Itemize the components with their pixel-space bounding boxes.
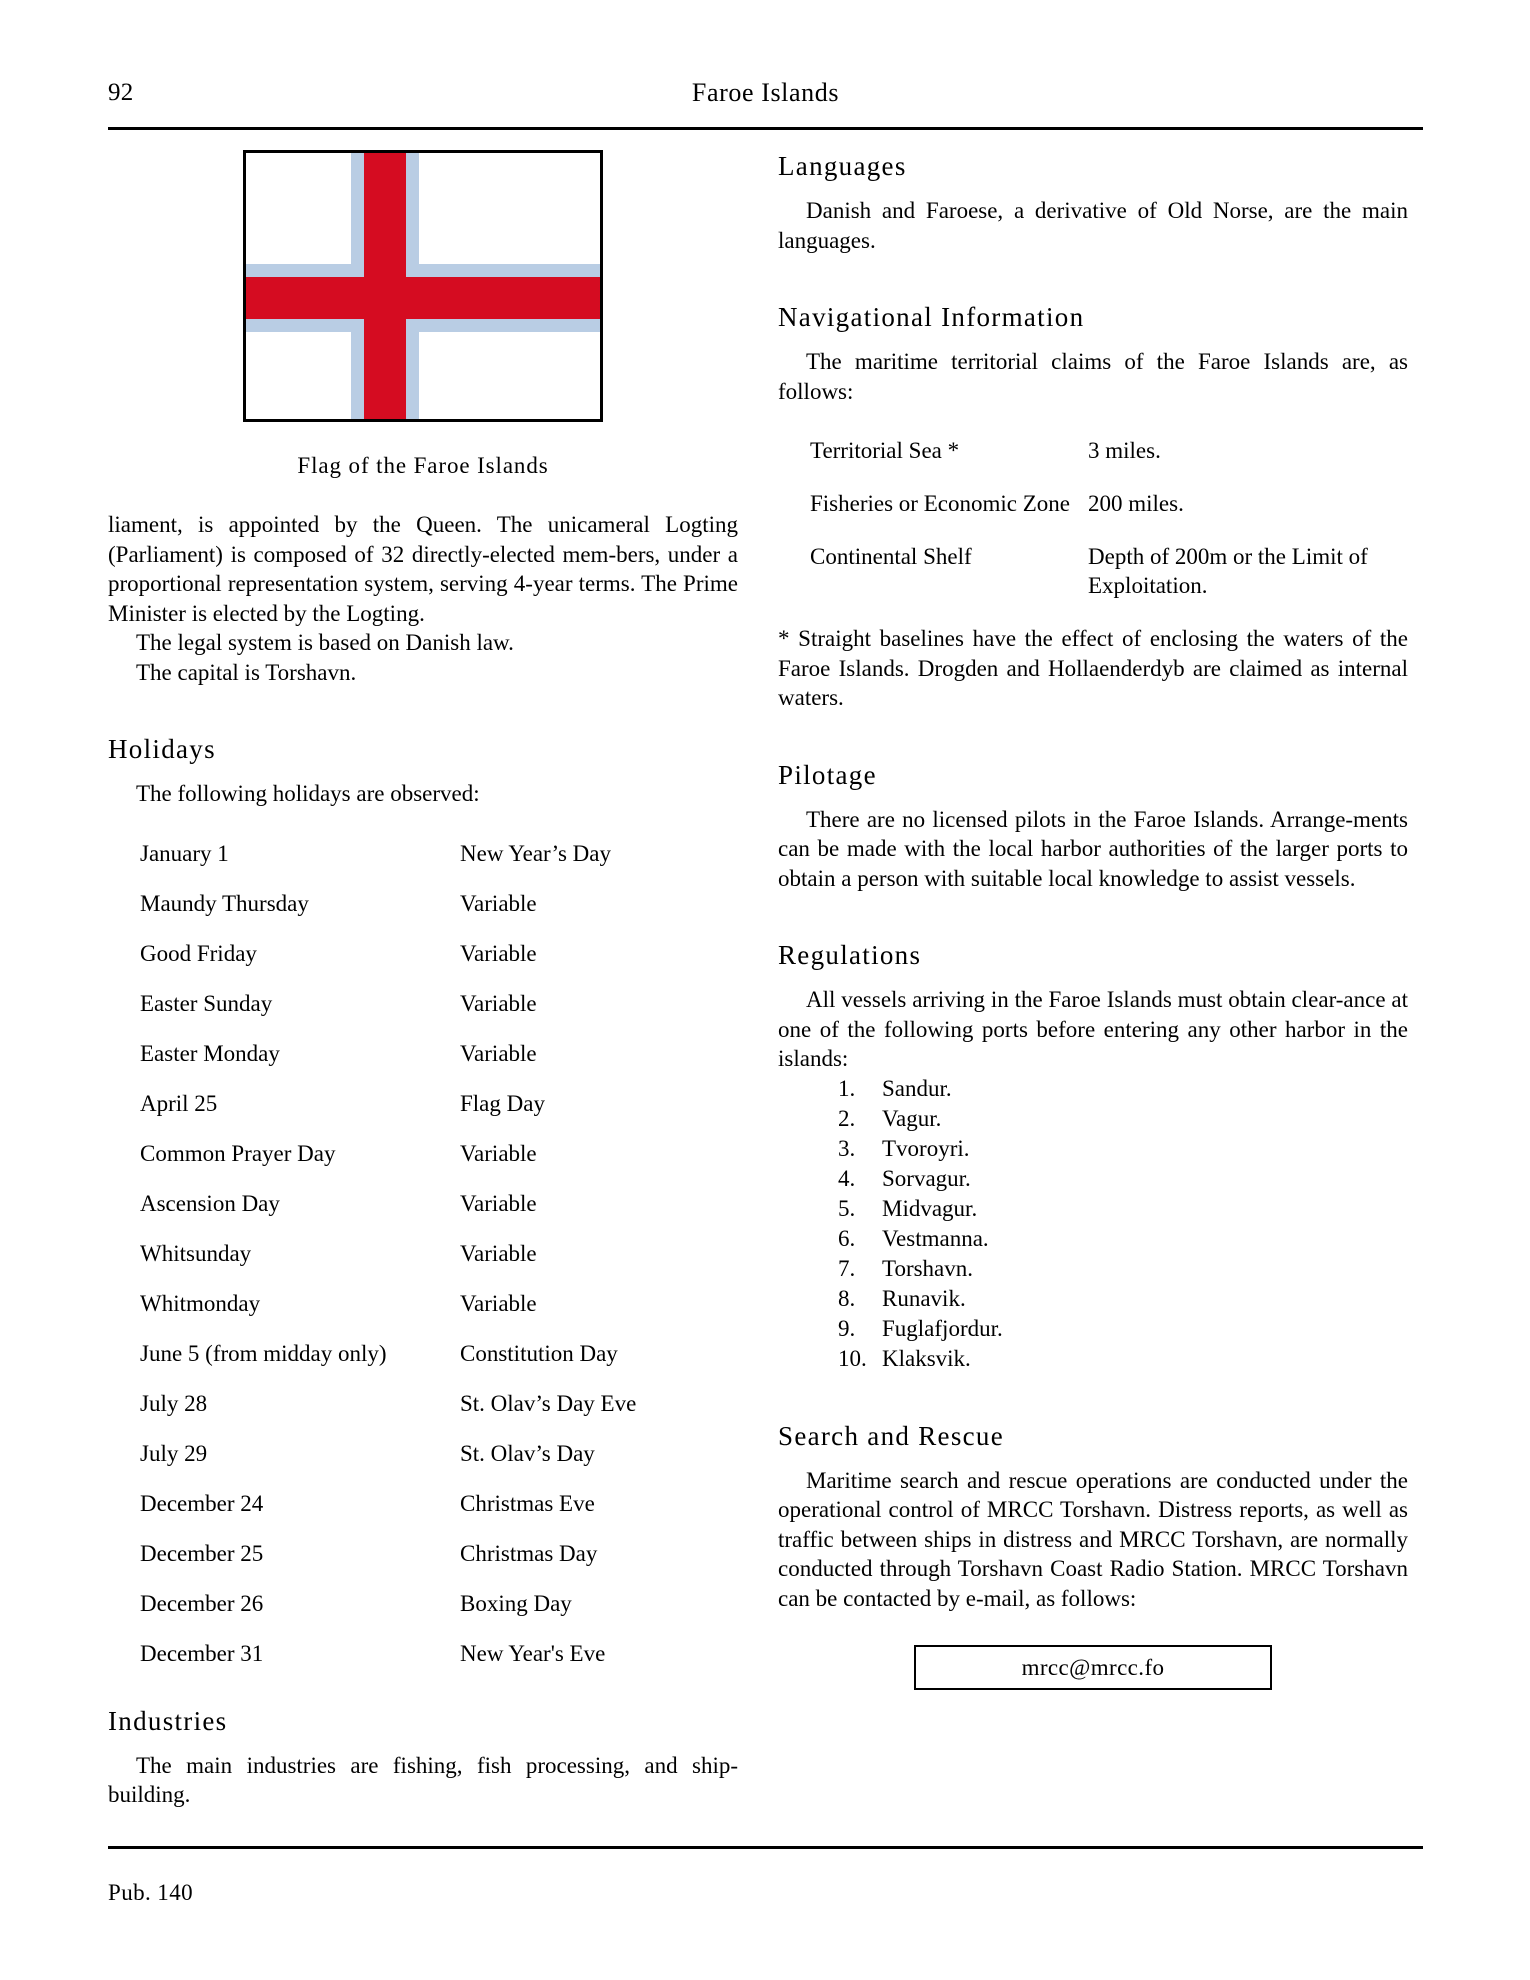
mrcc-email-address: mrcc@mrcc.fo	[1021, 1654, 1165, 1680]
table-row	[140, 1089, 738, 1139]
port-number: 4.	[838, 1165, 856, 1191]
holiday-date: July 29	[140, 1440, 208, 1466]
table-row	[140, 1289, 738, 1339]
holiday-name: Variable	[460, 1290, 537, 1316]
port-name: Torshavn.	[882, 1255, 974, 1281]
government-paragraph: liament, is appointed by the Queen. The unicameral Logting (Parliament) is composed of 32 directly-elected mem-bers, under a proportional representation system, serving 4-year terms. The Prime Minister is elected by the Logting.	[108, 512, 738, 626]
holiday-name: Variable	[460, 990, 537, 1016]
header-divider	[108, 127, 1423, 130]
table-row	[140, 1139, 738, 1189]
holidays-table-body	[140, 839, 738, 1689]
table-row	[810, 542, 1408, 624]
table-row	[140, 1389, 738, 1439]
holiday-date: December 25	[140, 1540, 264, 1566]
holiday-name: St. Olav’s Day	[460, 1440, 595, 1466]
list-item	[778, 1104, 1408, 1134]
list-item	[778, 1224, 1408, 1254]
holiday-date: Easter Monday	[140, 1040, 280, 1066]
holiday-date: Whitmonday	[140, 1290, 261, 1316]
flag-red-horizontal-band	[246, 277, 600, 319]
port-number: 7.	[838, 1255, 856, 1281]
flag-caption: Flag of the Faroe Islands	[297, 453, 549, 478]
table-row	[140, 1589, 738, 1639]
holidays-heading: Holidays	[108, 734, 216, 764]
left-column	[108, 150, 738, 1810]
port-name: Klaksvik.	[882, 1345, 971, 1371]
claim-type: Fisheries or Economic Zone	[810, 491, 1070, 516]
holiday-name: Variable	[460, 1140, 537, 1166]
search-and-rescue-paragraph: Maritime search and rescue operations are conducted under the operational control of MRCC Torshavn. Distress reports, as well as traffic between ships in distress and MRCC Torshavn, are normally conducted through Torshavn Coast Radio Station. MRCC Torshavn can be contacted by e-mail, as follows:	[778, 1467, 1408, 1611]
table-row	[140, 1339, 738, 1389]
holiday-name: Variable	[460, 940, 537, 966]
flag-figure	[108, 150, 738, 480]
port-name: Fuglafjordur.	[882, 1315, 1003, 1341]
holiday-date: January 1	[140, 840, 229, 866]
navigational-information-intro: The maritime territorial claims of the Faroe Islands are, as follows:	[778, 349, 1408, 404]
table-row	[140, 1539, 738, 1589]
industries-paragraph: The main industries are fishing, fish processing, and ship-building.	[108, 1752, 738, 1807]
list-item	[778, 1284, 1408, 1314]
holiday-name: Variable	[460, 1190, 537, 1216]
holiday-name: New Year's Eve	[460, 1640, 606, 1666]
port-number: 6.	[838, 1225, 856, 1251]
maritime-claims-table-body	[810, 436, 1408, 624]
page-header	[108, 78, 1423, 122]
navigational-information-heading: Navigational Information	[778, 302, 1085, 332]
holiday-date: Ascension Day	[140, 1190, 280, 1216]
port-number: 2.	[838, 1105, 856, 1131]
port-number: 8.	[838, 1285, 856, 1311]
holiday-name: Variable	[460, 1040, 537, 1066]
holiday-date: Whitsunday	[140, 1240, 252, 1266]
table-row	[140, 939, 738, 989]
port-name: Vagur.	[882, 1105, 942, 1131]
table-row	[810, 489, 1408, 542]
pilotage-heading: Pilotage	[778, 759, 877, 790]
maritime-claims-footnote: * Straight baselines have the effect of enclosing the waters of the Faroe Islands. Drogden and Hollaenderdyb are claimed as internal waters.	[778, 626, 1408, 710]
holiday-name: Christmas Day	[460, 1540, 598, 1566]
port-number: 3.	[838, 1135, 856, 1161]
claim-type: Territorial Sea *	[810, 438, 960, 463]
holiday-name: Variable	[460, 890, 537, 916]
maritime-claims-table	[810, 436, 1408, 624]
table-row	[140, 1039, 738, 1089]
port-name: Sorvagur.	[882, 1165, 971, 1191]
list-item	[778, 1344, 1408, 1374]
list-item	[778, 1314, 1408, 1344]
holiday-name: St. Olav’s Day Eve	[460, 1390, 637, 1416]
port-number: 10.	[838, 1345, 867, 1371]
list-item	[778, 1164, 1408, 1194]
holiday-name: Boxing Day	[460, 1590, 572, 1616]
port-number: 5.	[838, 1195, 856, 1221]
table-row	[140, 1189, 738, 1239]
port-name: Midvagur.	[882, 1195, 978, 1221]
page-number: 92	[108, 79, 134, 106]
holiday-date: Common Prayer Day	[140, 1140, 336, 1166]
port-name: Tvoroyri.	[882, 1135, 970, 1161]
table-row	[140, 989, 738, 1039]
clearance-ports-list	[778, 1074, 1408, 1374]
holiday-date: December 24	[140, 1490, 264, 1516]
pilotage-paragraph: There are no licensed pilots in the Faroe Islands. Arrange-ments can be made with the local harbor authorities of the larger ports to obtain a person with suitable local knowledge to assist vessels.	[778, 806, 1408, 891]
table-row	[140, 839, 738, 889]
regulations-heading: Regulations	[778, 940, 922, 970]
holiday-date: July 28	[140, 1390, 208, 1416]
port-name: Vestmanna.	[882, 1225, 989, 1251]
port-name: Runavik.	[882, 1285, 966, 1311]
table-row	[140, 1439, 738, 1489]
table-row	[140, 1239, 738, 1289]
claim-value: 200 miles.	[1088, 491, 1184, 516]
holiday-date: Easter Sunday	[140, 990, 273, 1016]
maritime-claims-wrapper	[778, 436, 1408, 624]
holiday-name: Christmas Eve	[460, 1490, 595, 1516]
footer-divider	[108, 1846, 1423, 1849]
publication-label: Pub. 140	[108, 1880, 193, 1905]
holiday-name: Flag Day	[460, 1090, 545, 1116]
page-title: Faroe Islands	[691, 78, 840, 107]
port-number: 9.	[838, 1315, 856, 1341]
holiday-date: June 5 (from midday only)	[140, 1340, 387, 1366]
languages-heading: Languages	[778, 151, 907, 181]
claim-value: 3 miles.	[1088, 438, 1161, 463]
capital-line: The capital is Torshavn.	[136, 659, 357, 685]
port-name: Sandur.	[882, 1075, 952, 1101]
faroe-islands-flag-image	[243, 150, 603, 422]
legal-system-line: The legal system is based on Danish law.	[136, 630, 514, 655]
regulations-paragraph: All vessels arriving in the Faroe Islands must obtain clear-ance at one of the following ports before entering any other harbor in the islands:	[778, 987, 1408, 1071]
list-item	[778, 1134, 1408, 1164]
right-column	[778, 150, 1408, 1690]
holiday-name: New Year’s Day	[460, 840, 611, 866]
holidays-table-wrapper	[108, 839, 738, 1689]
list-item	[778, 1254, 1408, 1284]
holidays-intro: The following holidays are observed:	[136, 781, 480, 806]
table-row	[810, 436, 1408, 489]
languages-paragraph: Danish and Faroese, a derivative of Old Norse, are the main languages.	[778, 198, 1408, 253]
list-item	[778, 1194, 1408, 1224]
port-number: 1.	[838, 1075, 856, 1101]
holiday-date: December 26	[140, 1590, 264, 1616]
claim-value: Depth of 200m or the Limit of Exploitation.	[1088, 544, 1368, 598]
holiday-date: December 31	[140, 1640, 264, 1666]
holiday-date: Good Friday	[140, 940, 257, 966]
table-row	[140, 1639, 738, 1689]
table-row	[140, 1489, 738, 1539]
claim-type: Continental Shelf	[810, 544, 972, 569]
list-item	[778, 1074, 1408, 1104]
table-row	[140, 889, 738, 939]
mrcc-email-box[interactable]	[914, 1645, 1272, 1690]
holiday-date: Maundy Thursday	[140, 890, 309, 916]
holidays-table	[140, 839, 738, 1689]
search-and-rescue-heading: Search and Rescue	[778, 1420, 1005, 1451]
holiday-date: April 25	[140, 1090, 218, 1116]
industries-heading: Industries	[108, 1705, 228, 1736]
holiday-name: Constitution Day	[460, 1340, 618, 1366]
holiday-name: Variable	[460, 1240, 537, 1266]
